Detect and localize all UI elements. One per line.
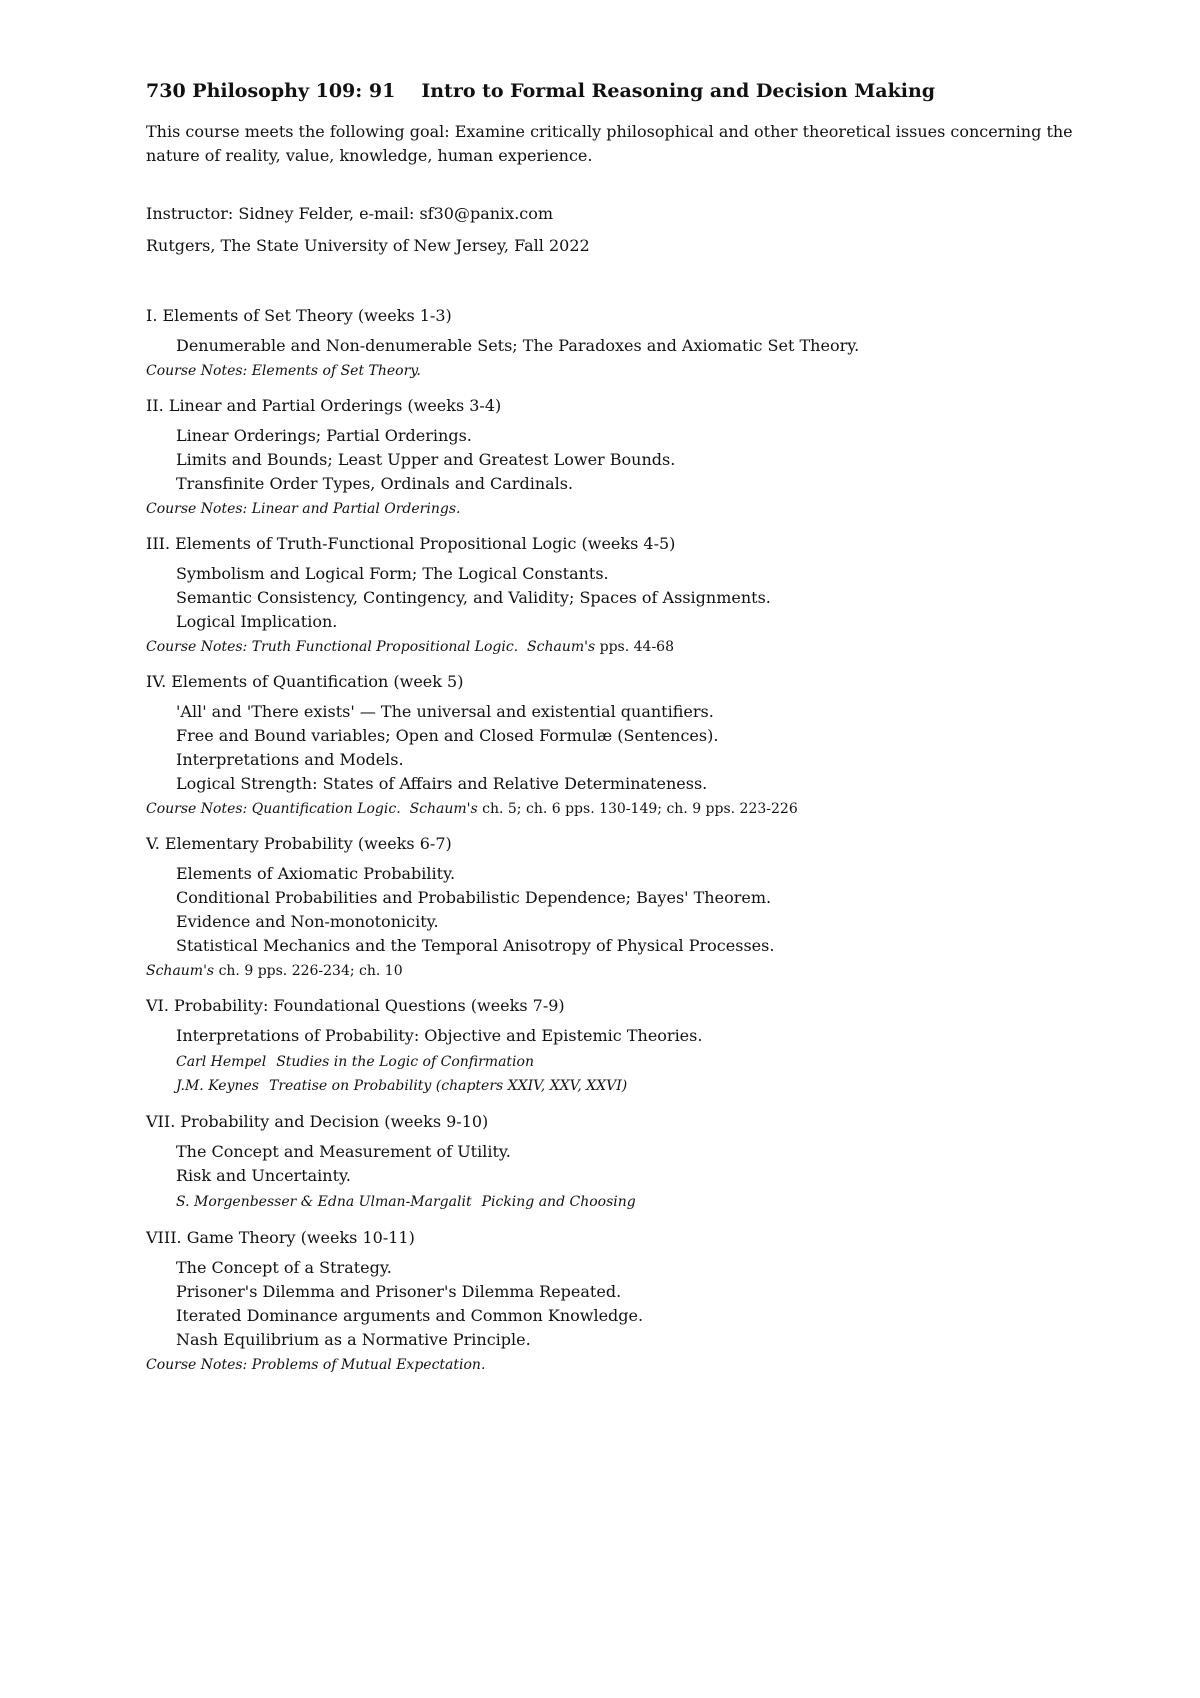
course-notes bbox=[146, 1354, 1100, 1376]
topic-item: Linear Orderings; Partial Orderings. bbox=[176, 426, 472, 445]
course-notes bbox=[146, 360, 1100, 382]
reference-author: J.M. Keynes bbox=[176, 1078, 259, 1094]
textbook-pages: ch. 9 pps. 226-234; ch. 10 bbox=[218, 963, 403, 979]
course-title: Intro to Formal Reasoning and Decision Making bbox=[421, 80, 936, 102]
topic-item: Risk and Uncertainty. bbox=[176, 1166, 352, 1185]
reading-reference bbox=[176, 1074, 1100, 1098]
course-goal: This course meets the following goal: Examine critically philosophical and other theoretical issues concerning the nature of reality, value, knowledge, human experience. bbox=[146, 122, 1073, 165]
topic-item: Symbolism and Logical Form; The Logical Constants. bbox=[176, 564, 609, 583]
topic-item: Prisoner's Dilemma and Prisoner's Dilemma Repeated. bbox=[176, 1282, 622, 1301]
course-notes bbox=[146, 636, 1100, 658]
topic-item: Interpretations and Models. bbox=[176, 750, 404, 769]
topic-item: Nash Equilibrium as a Normative Principle. bbox=[176, 1330, 531, 1349]
institution-line: Rutgers, The State University of New Jersey, Fall 2022 bbox=[146, 236, 590, 255]
reading-reference bbox=[176, 1050, 1100, 1074]
section-quantification bbox=[146, 670, 1100, 820]
topic-item: Iterated Dominance arguments and Common Knowledge. bbox=[176, 1306, 644, 1325]
textbook-title: Schaum's bbox=[146, 963, 215, 979]
course-notes bbox=[146, 498, 1100, 520]
topic-item: The Concept and Measurement of Utility. bbox=[176, 1142, 511, 1161]
page-title bbox=[146, 78, 1100, 104]
section-elementary-probability bbox=[146, 832, 1100, 982]
textbook-pages: pps. 44-68 bbox=[599, 639, 674, 655]
section-game-theory bbox=[146, 1226, 1100, 1376]
topic-item: Statistical Mechanics and the Temporal Anisotropy of Physical Processes. bbox=[176, 936, 775, 955]
reference-author: S. Morgenbesser & Edna Ulman-Margalit bbox=[176, 1194, 472, 1210]
section-heading: V. Elementary Probability (weeks 6-7) bbox=[146, 834, 452, 853]
course-notes-title: Course Notes: Quantification Logic. bbox=[146, 801, 401, 817]
topic-item: Logical Strength: States of Affairs and Relative Determinateness. bbox=[176, 774, 708, 793]
reference-work: Treatise on Probability (chapters XXIV, XXV, XXVI) bbox=[268, 1078, 628, 1094]
course-notes-title: Course Notes: Problems of Mutual Expectation. bbox=[146, 1357, 486, 1373]
topic-item: Logical Implication. bbox=[176, 612, 338, 631]
topic-item: Free and Bound variables; Open and Closed Formulæ (Sentences). bbox=[176, 726, 719, 745]
section-heading: VII. Probability and Decision (weeks 9-10) bbox=[146, 1112, 489, 1131]
section-heading: VIII. Game Theory (weeks 10-11) bbox=[146, 1228, 415, 1247]
topic-item: Limits and Bounds; Least Upper and Greatest Lower Bounds. bbox=[176, 450, 676, 469]
section-heading: I. Elements of Set Theory (weeks 1-3) bbox=[146, 306, 452, 325]
course-meta bbox=[146, 202, 1100, 258]
topic-item: Denumerable and Non-denumerable Sets; The Paradoxes and Axiomatic Set Theory. bbox=[176, 336, 860, 355]
section-probability-foundations bbox=[146, 994, 1100, 1098]
instructor-line: Instructor: Sidney Felder, e-mail: sf30@panix.com bbox=[146, 204, 554, 223]
topic-item: Interpretations of Probability: Objective and Epistemic Theories. bbox=[176, 1026, 703, 1045]
reference-work: Picking and Choosing bbox=[481, 1194, 636, 1210]
topic-item: Evidence and Non-monotonicity. bbox=[176, 912, 439, 931]
topic-item: 'All' and 'There exists' — The universal and existential quantifiers. bbox=[176, 702, 714, 721]
section-probability-decision bbox=[146, 1110, 1100, 1214]
topic-item: Semantic Consistency, Contingency, and Validity; Spaces of Assignments. bbox=[176, 588, 771, 607]
section-set-theory bbox=[146, 304, 1100, 382]
section-heading: VI. Probability: Foundational Questions (weeks 7-9) bbox=[146, 996, 565, 1015]
course-notes-title: Course Notes: Truth Functional Propositional Logic. bbox=[146, 639, 519, 655]
course-notes bbox=[146, 798, 1100, 820]
topic-item: Conditional Probabilities and Probabilistic Dependence; Bayes' Theorem. bbox=[176, 888, 772, 907]
textbook-title: Schaum's bbox=[409, 801, 478, 817]
section-heading: III. Elements of Truth-Functional Propositional Logic (weeks 4-5) bbox=[146, 534, 676, 553]
topic-item: The Concept of a Strategy. bbox=[176, 1258, 392, 1277]
section-heading: IV. Elements of Quantification (week 5) bbox=[146, 672, 464, 691]
textbook-pages: ch. 5; ch. 6 pps. 130-149; ch. 9 pps. 223-226 bbox=[482, 801, 798, 817]
course-notes-title: Course Notes: Linear and Partial Orderings. bbox=[146, 501, 461, 517]
course-notes bbox=[146, 960, 1100, 982]
topic-item: Transfinite Order Types, Ordinals and Cardinals. bbox=[176, 474, 574, 493]
textbook-title: Schaum's bbox=[527, 639, 596, 655]
topic-item: Elements of Axiomatic Probability. bbox=[176, 864, 456, 883]
reading-reference bbox=[176, 1190, 1100, 1214]
section-orderings bbox=[146, 394, 1100, 520]
section-heading: II. Linear and Partial Orderings (weeks 3-4) bbox=[146, 396, 502, 415]
reference-author: Carl Hempel bbox=[176, 1054, 267, 1070]
course-code: 730 Philosophy 109: 91 bbox=[146, 80, 396, 102]
course-notes-title: Course Notes: Elements of Set Theory. bbox=[146, 363, 421, 379]
reference-work: Studies in the Logic of Confirmation bbox=[276, 1054, 534, 1070]
section-propositional-logic bbox=[146, 532, 1100, 658]
